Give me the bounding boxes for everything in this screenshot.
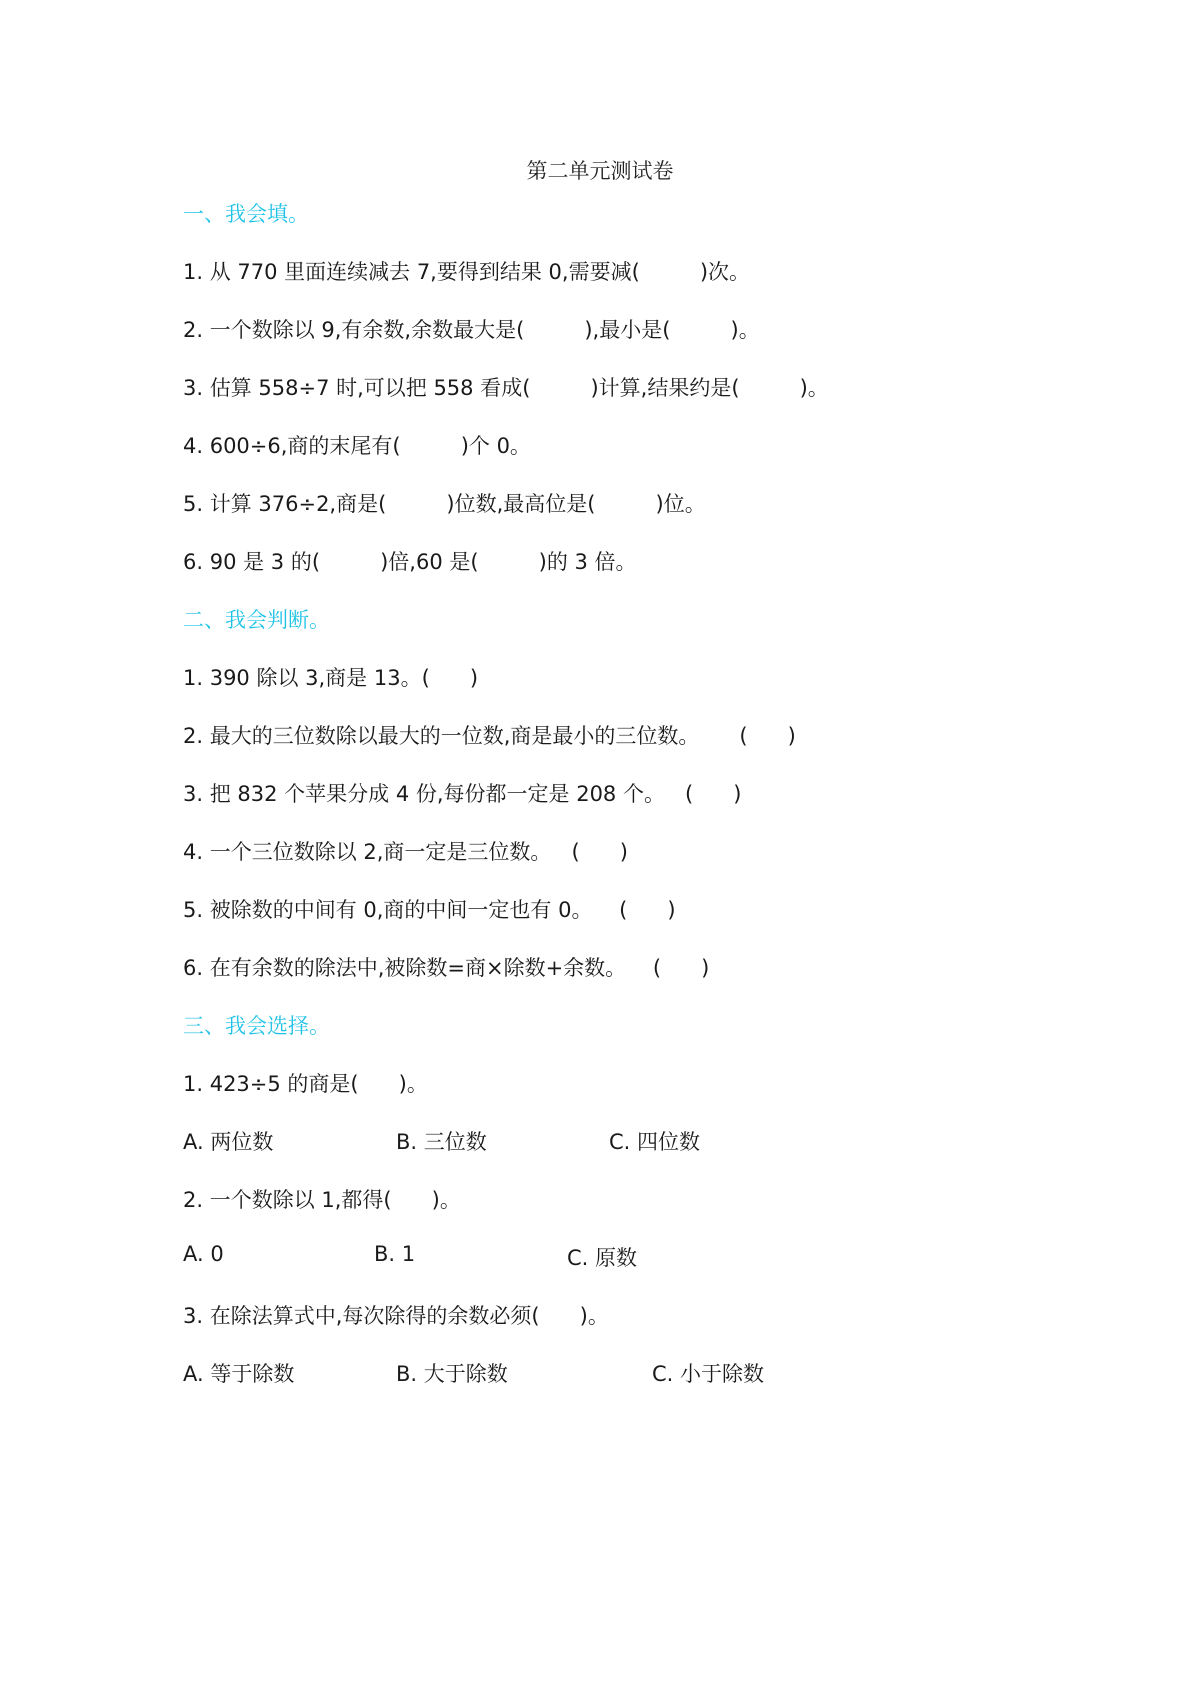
fill-question-1: 1. 从 770 里面连续减去 7,要得到结果 0,需要减( )次。 [183, 260, 751, 284]
choose-q3-option-b: B. 大于除数 [396, 1362, 508, 1386]
judge-question-6: 6. 在有余数的除法中,被除数=商×除数+余数。 ( ) [183, 956, 710, 980]
judge-question-4: 4. 一个三位数除以 2,商一定是三位数。 ( ) [183, 840, 628, 864]
choose-q1-option-c: C. 四位数 [609, 1130, 701, 1154]
fill-question-3: 3. 估算 558÷7 时,可以把 558 看成( )计算,结果约是( )。 [183, 376, 829, 400]
judge-question-5: 5. 被除数的中间有 0,商的中间一定也有 0。 ( ) [183, 898, 676, 922]
fill-question-2: 2. 一个数除以 9,有余数,余数最大是( ),最小是( )。 [183, 318, 760, 342]
judge-question-1: 1. 390 除以 3,商是 13。( ) [183, 666, 479, 690]
choose-question-2: 2. 一个数除以 1,都得( )。 [183, 1188, 461, 1212]
choose-q1-option-a: A. 两位数 [183, 1130, 274, 1154]
choose-q3-option-c: C. 小于除数 [652, 1362, 765, 1386]
fill-question-5: 5. 计算 376÷2,商是( )位数,最高位是( )位。 [183, 492, 706, 516]
choose-q2-option-a: A. 0 [183, 1242, 224, 1266]
section-heading-fill: 一、我会填。 [183, 202, 309, 226]
judge-question-3: 3. 把 832 个苹果分成 4 份,每份都一定是 208 个。 ( ) [183, 782, 742, 806]
choose-q2-option-b: B. 1 [374, 1242, 416, 1266]
section-heading-judge: 二、我会判断。 [183, 608, 330, 632]
judge-question-2: 2. 最大的三位数除以最大的一位数,商是最小的三位数。 ( ) [183, 724, 796, 748]
fill-question-6: 6. 90 是 3 的( )倍,60 是( )的 3 倍。 [183, 550, 637, 574]
choose-q3-option-a: A. 等于除数 [183, 1362, 295, 1386]
choose-q2-option-c: C. 原数 [567, 1246, 638, 1270]
section-heading-choose: 三、我会选择。 [183, 1014, 330, 1038]
choose-question-3: 3. 在除法算式中,每次除得的余数必须( )。 [183, 1304, 609, 1328]
fill-question-4: 4. 600÷6,商的末尾有( )个 0。 [183, 434, 531, 458]
choose-question-1: 1. 423÷5 的商是( )。 [183, 1072, 428, 1096]
page-title: 第二单元测试卷 [526, 159, 674, 183]
choose-q1-option-b: B. 三位数 [396, 1130, 487, 1154]
